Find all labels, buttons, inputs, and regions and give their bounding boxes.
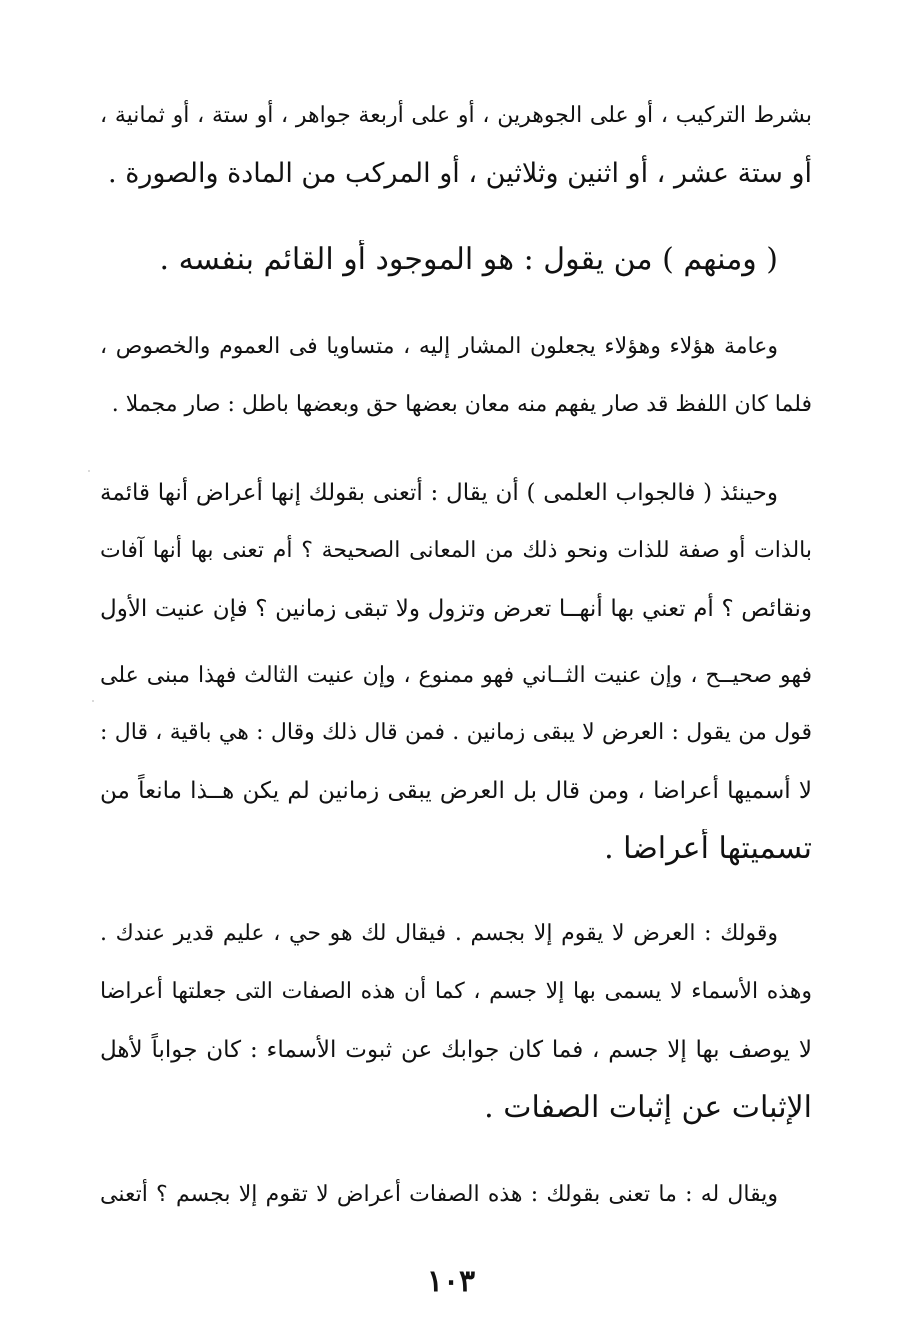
text-line: قول من يقول : العرض لا يبقى زمانين . فمن قال ذلك وقال : هي باقية ، قال :	[100, 720, 812, 745]
page-number: ١٠٣	[426, 1264, 476, 1299]
text-line: وقولك : العرض لا يقوم إلا بجسم . فيقال لك هو حي ، عليم قدير عندك .	[100, 921, 778, 946]
text-line: بالذات أو صفة للذات ونحو ذلك من المعانى الصحيحة ؟ أم تعنى بها أنها آفات	[100, 538, 812, 563]
text-line: ( ومنهم ) من يقول : هو الموجود أو القائم بنفسه .	[159, 242, 778, 277]
text-line: بشرط التركيب ، أو على الجوهرين ، أو على أربعة جواهر ، أو ستة ، أو ثمانية ،	[100, 103, 812, 128]
scan-speck	[88, 470, 90, 472]
text-line: ونقائص ؟ أم تعني بها أنهــا تعرض وتزول ولا تبقى زمانين ؟ فإن عنيت الأول	[100, 596, 812, 622]
text-line: فهو صحيــح ، وإن عنيت الثــاني فهو ممنوع ، وإن عنيت الثالث فهذا مبنى على	[100, 663, 812, 688]
text-line: لا يوصف بها إلا جسم ، فما كان جوابك عن ثبوت الأسماء : كان جواباً لأهل	[100, 1037, 812, 1063]
text-line: تسميتها أعراضا .	[604, 831, 812, 866]
text-line: أو ستة عشر ، أو اثنين وثلاثين ، أو المركب من المادة والصورة .	[108, 158, 812, 189]
text-line: الإثبات عن إثبات الصفات .	[484, 1090, 812, 1125]
text-line: لا أسميها أعراضا ، ومن قال بل العرض يبقى زمانين لم يكن هــذا مانعاً من	[100, 778, 812, 804]
text-line: فلما كان اللفظ قد صار يفهم منه معان بعضها حق وبعضها باطل : صار مجملا .	[111, 392, 812, 417]
text-line: وهذه الأسماء لا يسمى بها إلا جسم ، كما أن هذه الصفات التى جعلتها أعراضا	[100, 979, 812, 1004]
text-line: وحينئذ ( فالجواب العلمى ) أن يقال : أتعنى بقولك إنها أعراض أنها قائمة	[100, 480, 778, 506]
text-line: ويقال له : ما تعنى بقولك : هذه الصفات أعراض لا تقوم إلا بجسم ؟ أتعنى	[100, 1182, 778, 1207]
text-line: وعامة هؤلاء وهؤلاء يجعلون المشار إليه ، متساويا فى العموم والخصوص ،	[100, 334, 778, 359]
scan-speck	[92, 700, 94, 702]
